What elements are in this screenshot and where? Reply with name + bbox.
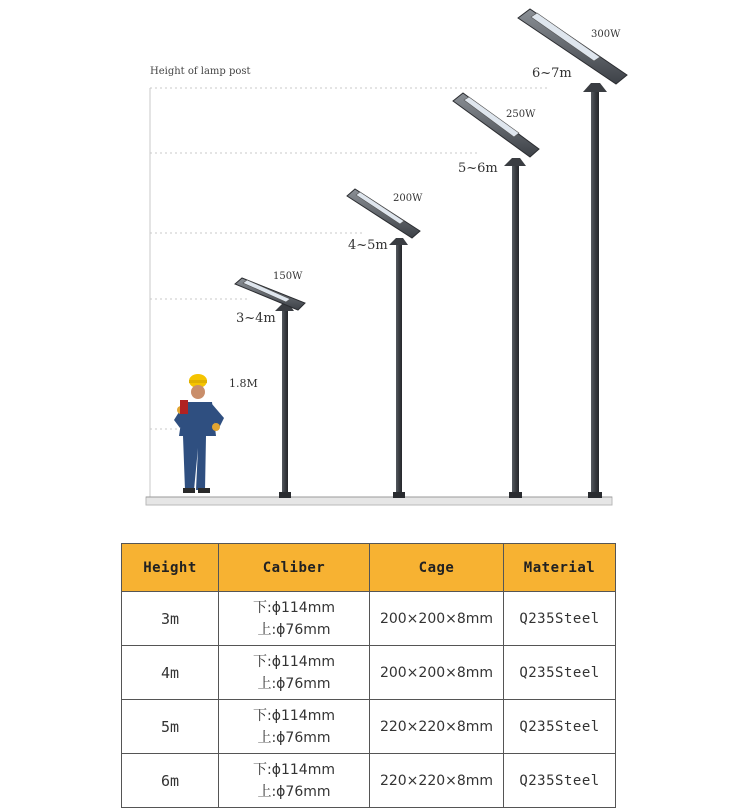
cage-cell: 200×200×8mm	[370, 592, 504, 646]
caliber-lower: 下:ϕ114mm	[253, 599, 335, 616]
lamp-250-power: 250W	[506, 109, 536, 120]
cage-cell: 220×220×8mm	[370, 700, 504, 754]
axis-title: Height of lamp post	[150, 66, 251, 77]
caliber-upper: 上:ϕ76mm	[257, 783, 331, 800]
ground-strip	[146, 497, 612, 505]
cage-cell: 200×200×8mm	[370, 646, 504, 700]
height-cell: 5m	[122, 700, 219, 754]
material-cell: Q235Steel	[504, 646, 616, 700]
worker-figure	[174, 374, 224, 493]
lamp-post-200w	[347, 189, 420, 498]
caliber-cell	[219, 754, 370, 808]
table-row	[122, 646, 616, 700]
lamp-post-300w	[518, 9, 627, 498]
height-cell: 6m	[122, 754, 219, 808]
cage-cell: 220×220×8mm	[370, 754, 504, 808]
header-height: Height	[122, 544, 219, 592]
lamp-200-height: 4~5m	[348, 238, 388, 253]
header-cage: Cage	[370, 544, 504, 592]
height-cell: 3m	[122, 592, 219, 646]
table-row	[122, 754, 616, 808]
caliber-lower: 下:ϕ114mm	[253, 707, 335, 724]
lamp-150-power: 150W	[273, 271, 303, 282]
material-cell: Q235Steel	[504, 754, 616, 808]
material-cell: Q235Steel	[504, 592, 616, 646]
caliber-lower: 下:ϕ114mm	[253, 653, 335, 670]
lamp-250-height: 5~6m	[458, 161, 498, 176]
lamp-300-height: 6~7m	[532, 66, 572, 81]
lamp-post-250w	[453, 93, 539, 498]
caliber-cell	[219, 592, 370, 646]
table-row	[122, 592, 616, 646]
lamp-200-power: 200W	[393, 193, 423, 204]
caliber-cell	[219, 700, 370, 754]
table-header-row	[122, 544, 616, 592]
caliber-lower: 下:ϕ114mm	[253, 761, 335, 778]
spec-table	[121, 543, 616, 808]
caliber-cell	[219, 646, 370, 700]
person-height-label: 1.8M	[229, 377, 258, 390]
table-row	[122, 700, 616, 754]
header-material: Material	[504, 544, 616, 592]
caliber-upper: 上:ϕ76mm	[257, 675, 331, 692]
lamp-150-height: 3~4m	[236, 311, 276, 326]
caliber-upper: 上:ϕ76mm	[257, 621, 331, 638]
caliber-upper: 上:ϕ76mm	[257, 729, 331, 746]
lamp-300-power: 300W	[591, 29, 621, 40]
material-cell: Q235Steel	[504, 700, 616, 754]
height-cell: 4m	[122, 646, 219, 700]
header-caliber: Caliber	[219, 544, 370, 592]
